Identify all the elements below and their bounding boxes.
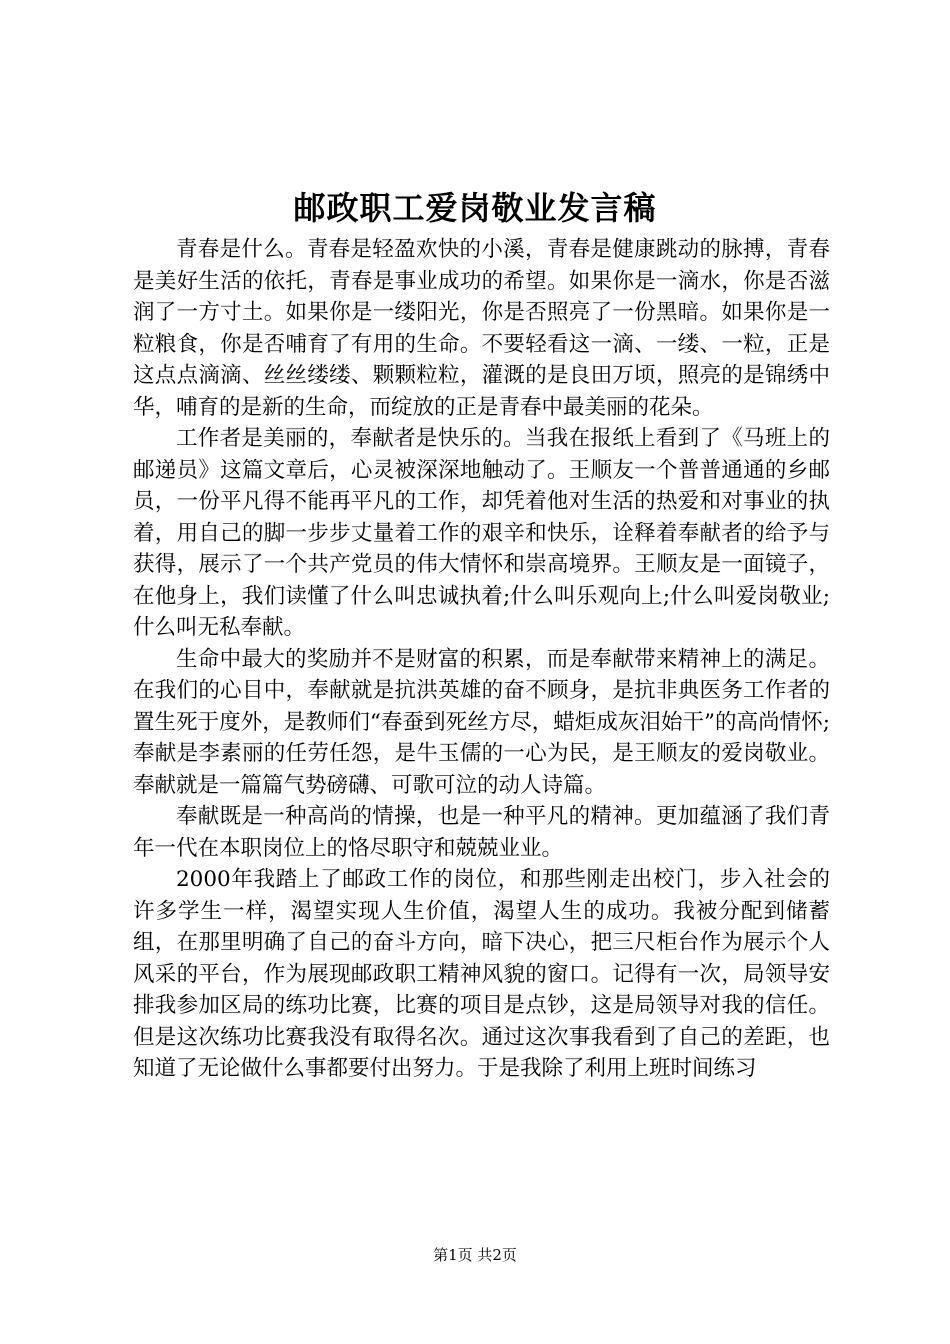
paragraph-4: 奉献既是一种高尚的情操，也是一种平凡的精神。更加蕴涵了我们青年一代在本职岗位上的恪尽职守和兢兢业业。: [133, 804, 830, 861]
document-title: 邮政职工爱岗敬业发言稿: [293, 189, 657, 227]
paragraph-2: 工作者是美丽的，奉献者是快乐的。当我在报纸上看到了《马班上的邮递员》这篇文章后，心灵被深深地触动了。王顺友一个普普通通的乡邮员，一份平凡得不能再平凡的工作，却凭着他对生活的热爱和对事业的执着，用自己的脚一步步丈量着工作的艰辛和快乐，诠释着奉献者的给予与获得，展示了一个共产党员的伟大情怀和崇高境界。王顺友是一面镜子，在他身上，我们读懂了什么叫忠诚执着;什么叫乐观向上;什么叫爱岗敬业;什么叫无私奉献。: [133, 426, 830, 640]
page-number-footer: 第1页 共2页: [433, 1246, 517, 1264]
paragraph-3: 生命中最大的奖励并不是财富的积累，而是奉献带来精神上的满足。在我们的心目中，奉献就是抗洪英雄的奋不顾身，是抗非典医务工作者的置生死于度外，是教师们“春蚕到死丝方尽，蜡炬成灰泪始干”的高尚情怀;奉献是李素丽的任劳任怨，是牛玉儒的一心为民，是王顺友的爱岗敬业。奉献就是一篇篇气势磅礴、可歌可泣的动人诗篇。: [133, 646, 830, 798]
document-body: [133, 234, 830, 1085]
paragraph-5: 2000年我踏上了邮政工作的岗位，和那些刚走出校门，步入社会的许多学生一样，渴望实现人生价值，渴望人生的成功。我被分配到储蓄组，在那里明确了自己的奋斗方向，暗下决心，把三尺柜台作为展示个人风采的平台，作为展现邮政职工精神风貌的窗口。记得有一次，局领导安排我参加区局的练功比赛，比赛的项目是点钞，这是局领导对我的信任。但是这次练功比赛我没有取得名次。通过这次事我看到了自己的差距，也知道了无论做什么事都要付出努力。于是我除了利用上班时间练习: [133, 867, 830, 1081]
paragraph-1: 青春是什么。青春是轻盈欢快的小溪，青春是健康跳动的脉搏，青春是美好生活的依托，青春是事业成功的希望。如果你是一滴水，你是否滋润了一方寸土。如果你是一缕阳光，你是否照亮了一份黑暗。如果你是一粒粮食，你是否哺育了有用的生命。不要轻看这一滴、一缕、一粒，正是这点点滴滴、丝丝缕缕、颗颗粒粒，灌溉的是良田万顷，照亮的是锦绣中华，哺育的是新的生命，而绽放的正是青春中最美丽的花朵。: [133, 237, 830, 420]
